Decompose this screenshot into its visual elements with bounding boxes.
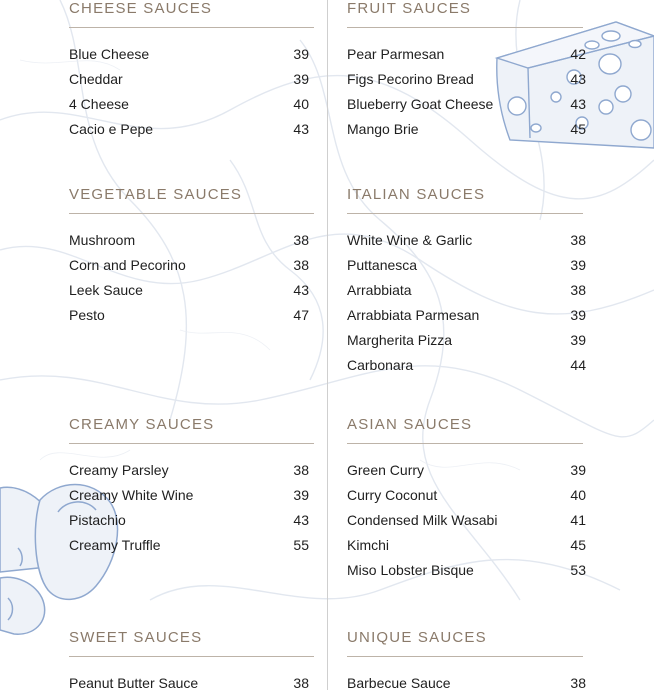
item-list [69,45,309,145]
item-price: 38 [293,257,309,273]
item-name: Creamy Parsley [69,462,169,478]
menu-item [347,70,587,95]
item-price: 40 [293,96,309,112]
item-price: 43 [293,282,309,298]
item-name: Creamy Truffle [69,537,161,553]
menu-item [347,536,587,561]
item-name: Figs Pecorino Bread [347,71,474,87]
section-rule [347,443,583,444]
item-name: Pesto [69,307,105,323]
menu-item [347,331,587,356]
item-price: 40 [570,487,586,503]
section-title: VEGETABLE SAUCES [69,186,243,203]
item-name: Blueberry Goat Cheese [347,96,494,112]
section-rule [69,213,314,214]
item-price: 38 [570,675,586,691]
menu-item [347,256,587,281]
menu-item [69,536,309,561]
item-name: Kimchi [347,537,390,553]
menu-item [347,511,587,536]
item-price: 43 [570,71,586,87]
item-price: 53 [570,562,586,578]
item-name: Green Curry [347,462,425,478]
item-price: 45 [570,537,586,553]
item-price: 41 [570,512,586,528]
item-name: Mushroom [69,232,136,248]
menu-item [347,281,587,306]
item-name: Arrabbiata [347,282,412,298]
menu-item [347,231,587,256]
item-name: Peanut Butter Sauce [69,675,199,691]
section-rule [347,213,583,214]
item-name: Cheddar [69,71,123,87]
item-list [347,461,587,586]
item-price: 44 [570,357,586,373]
menu-item [347,356,587,381]
menu-item [69,486,309,511]
item-name: Curry Coconut [347,487,438,503]
item-price: 38 [293,462,309,478]
item-name: Condensed Milk Wasabi [347,512,498,528]
menu-item [69,95,309,120]
item-list [347,45,587,145]
section-rule [69,656,314,657]
item-price: 39 [293,71,309,87]
item-price: 47 [293,307,309,323]
menu-item [69,674,309,699]
item-name: Margherita Pizza [347,332,453,348]
item-price: 42 [570,46,586,62]
menu-item [347,120,587,145]
item-price: 39 [293,46,309,62]
section-rule [347,656,583,657]
menu-item [347,561,587,586]
item-list [69,461,309,561]
section-title: CHEESE SAUCES [69,0,213,17]
item-price: 38 [570,232,586,248]
menu-item [69,120,309,145]
menu-item [347,486,587,511]
item-list [347,674,587,699]
section-rule [69,443,314,444]
item-price: 39 [570,332,586,348]
item-name: Cacio e Pepe [69,121,154,137]
menu-item [69,306,309,331]
section-rule [69,27,314,28]
item-name: Mango Brie [347,121,419,137]
menu-item [69,461,309,486]
menu-item [347,45,587,70]
section-title: UNIQUE SAUCES [347,629,487,646]
section-title: CREAMY SAUCES [69,416,215,433]
menu-item [69,70,309,95]
item-name: Pistachio [69,512,126,528]
menu-item [69,45,309,70]
section-title: SWEET SAUCES [69,629,203,646]
item-price: 43 [293,121,309,137]
item-name: Barbecue Sauce [347,675,451,691]
item-list [69,231,309,331]
item-price: 38 [293,675,309,691]
item-price: 39 [570,462,586,478]
menu-item [69,256,309,281]
item-name: Blue Cheese [69,46,150,62]
item-price: 43 [293,512,309,528]
item-name: 4 Cheese [69,96,129,112]
menu-item [69,231,309,256]
menu-item [347,306,587,331]
section-title: ITALIAN SAUCES [347,186,486,203]
item-name: Carbonara [347,357,414,373]
item-price: 38 [293,232,309,248]
item-name: Corn and Pecorino [69,257,186,273]
section-title: ASIAN SAUCES [347,416,473,433]
item-list [69,674,309,699]
menu-item [347,461,587,486]
section-rule [347,27,583,28]
item-price: 39 [570,307,586,323]
item-price: 39 [570,257,586,273]
item-name: Leek Sauce [69,282,143,298]
item-price: 38 [570,282,586,298]
item-price: 43 [570,96,586,112]
item-price: 39 [293,487,309,503]
section-title: FRUIT SAUCES [347,0,472,17]
column-divider [327,0,328,690]
item-name: Pear Parmesan [347,46,445,62]
item-name: Miso Lobster Bisque [347,562,474,578]
menu-item [347,674,587,699]
item-name: Arrabbiata Parmesan [347,307,480,323]
menu-item [347,95,587,120]
item-name: Creamy White Wine [69,487,194,503]
menu-item [69,511,309,536]
item-name: White Wine & Garlic [347,232,473,248]
item-name: Puttanesca [347,257,418,273]
item-list [347,231,587,381]
menu-item [69,281,309,306]
item-price: 55 [293,537,309,553]
item-price: 45 [570,121,586,137]
